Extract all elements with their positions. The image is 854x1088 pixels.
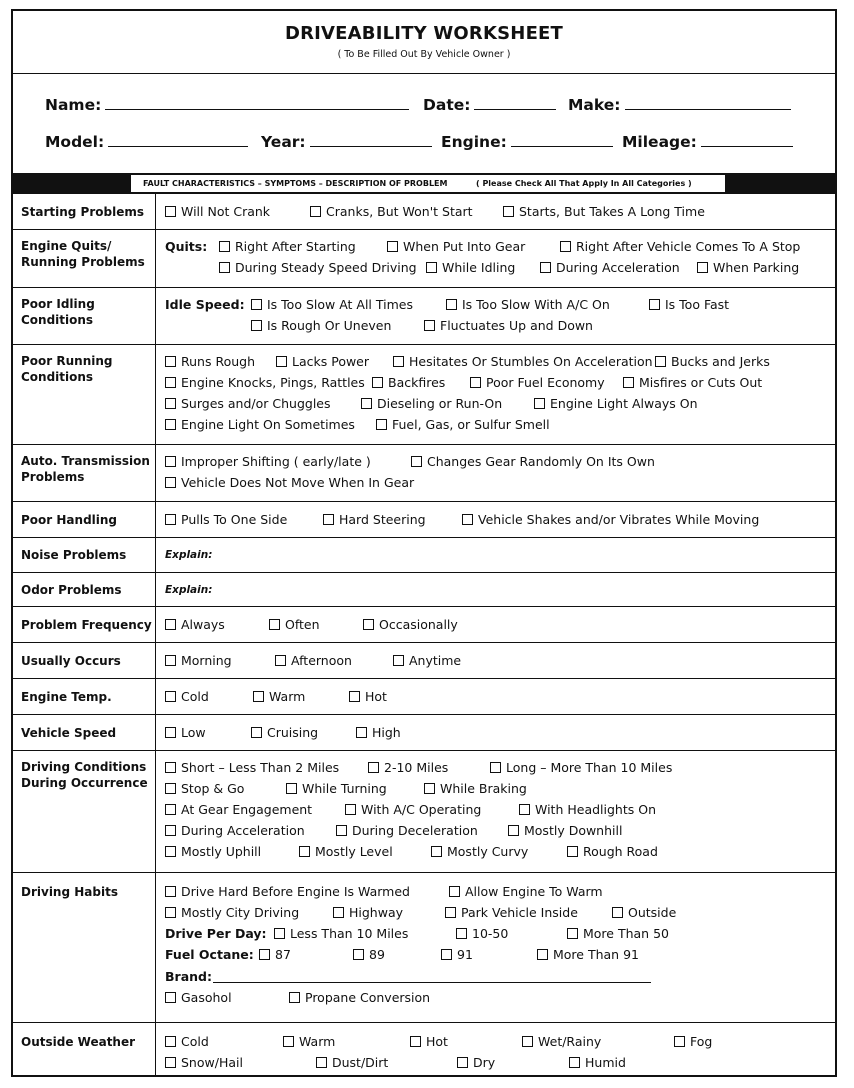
checkbox[interactable] — [393, 655, 404, 666]
checkbox[interactable] — [445, 907, 456, 918]
row-usually-occurs — [13, 643, 835, 679]
checkbox[interactable] — [286, 783, 297, 794]
checkbox-item[interactable]: Highway — [333, 905, 403, 920]
explain-label[interactable]: Explain: — [165, 549, 213, 561]
checkbox-item[interactable]: Hot — [410, 1034, 448, 1049]
checkbox[interactable] — [259, 949, 270, 960]
checkbox[interactable] — [697, 262, 708, 273]
checkbox-item[interactable]: Afternoon — [275, 653, 352, 668]
row-label: Problem Frequency — [21, 618, 152, 632]
checkbox[interactable] — [165, 377, 176, 388]
row-vehicle-speed — [13, 715, 835, 751]
checkbox-item[interactable]: Dust/Dirt — [316, 1055, 388, 1070]
checkbox[interactable] — [490, 762, 501, 773]
checkbox-item[interactable]: Starts, But Takes A Long Time — [503, 204, 705, 219]
checkbox-item[interactable]: Mostly Uphill — [165, 844, 261, 859]
row-label: Starting Problems — [21, 205, 144, 219]
checkbox[interactable] — [349, 691, 360, 702]
make-field[interactable] — [568, 95, 791, 114]
checkbox[interactable] — [219, 241, 230, 252]
checkbox-item[interactable]: Always — [165, 617, 225, 632]
checkbox[interactable] — [424, 320, 435, 331]
checkbox-item[interactable]: Backfires — [372, 375, 445, 390]
checkbox[interactable] — [165, 762, 176, 773]
checkbox[interactable] — [431, 846, 442, 857]
checkbox-item[interactable]: Drive Hard Before Engine Is Warmed — [165, 884, 410, 899]
row-noise — [13, 538, 835, 573]
checkbox[interactable] — [283, 1036, 294, 1047]
checkbox[interactable] — [361, 398, 372, 409]
checkbox-item[interactable]: Anytime — [393, 653, 461, 668]
make-label: Make: — [568, 96, 621, 114]
row-driving-conditions — [13, 751, 835, 873]
checkbox-item[interactable]: Outside — [612, 905, 676, 920]
row-label: Driving Conditions During Occurrence — [21, 760, 148, 790]
checkbox[interactable] — [426, 262, 437, 273]
checkbox-item[interactable]: Surges and/or Chuggles — [165, 396, 331, 411]
checkbox-item[interactable]: Engine Light Always On — [534, 396, 698, 411]
checkbox-item[interactable]: Right After Vehicle Comes To A Stop — [560, 239, 800, 254]
checkbox[interactable] — [165, 477, 176, 488]
checkbox[interactable] — [522, 1036, 533, 1047]
checkbox-item[interactable]: Mostly Curvy — [431, 844, 528, 859]
checkbox[interactable] — [219, 262, 230, 273]
checkbox-item[interactable]: During Steady Speed Driving — [219, 260, 417, 275]
checkbox[interactable] — [165, 619, 176, 630]
checkbox-item[interactable]: Cold — [165, 1034, 209, 1049]
row-label: Outside Weather — [21, 1035, 136, 1049]
brand-input[interactable] — [213, 981, 651, 983]
checkbox[interactable] — [353, 949, 364, 960]
checkbox-item[interactable]: Warm — [253, 689, 305, 704]
checkbox[interactable] — [165, 514, 176, 525]
checkbox-item[interactable]: Long – More Than 10 Miles — [490, 760, 672, 775]
checkbox[interactable] — [674, 1036, 685, 1047]
checkbox-item[interactable]: Poor Fuel Economy — [470, 375, 605, 390]
checkbox[interactable] — [333, 907, 344, 918]
row-handling — [13, 502, 835, 538]
checkbox-item[interactable]: Propane Conversion — [289, 990, 430, 1005]
checkbox-item[interactable]: Will Not Crank — [165, 204, 270, 219]
checkbox[interactable] — [165, 907, 176, 918]
checkbox[interactable] — [540, 262, 551, 273]
explain-label[interactable]: Explain: — [165, 584, 213, 596]
checkbox[interactable] — [251, 320, 262, 331]
checkbox[interactable] — [456, 928, 467, 939]
checkbox-item[interactable]: Pulls To One Side — [165, 512, 287, 527]
checkbox-item[interactable]: More Than 50 — [567, 926, 669, 941]
checkbox[interactable] — [165, 206, 176, 217]
checkbox[interactable] — [356, 727, 367, 738]
checkbox-item[interactable]: Is Too Slow At All Times — [251, 297, 413, 312]
checkbox-item[interactable]: 2-10 Miles — [368, 760, 448, 775]
checkbox-item[interactable]: Fluctuates Up and Down — [424, 318, 593, 333]
checkbox-item[interactable]: Morning — [165, 653, 232, 668]
checkbox[interactable] — [165, 804, 176, 815]
checkbox-item[interactable]: 10-50 — [456, 926, 508, 941]
checkbox[interactable] — [457, 1057, 468, 1068]
checkbox-item[interactable]: Fog — [674, 1034, 712, 1049]
engine-label: Engine: — [441, 133, 507, 151]
checkbox[interactable] — [289, 992, 300, 1003]
checkbox-item[interactable]: Hesitates Or Stumbles On Acceleration — [393, 354, 653, 369]
checkbox-item[interactable]: Is Too Fast — [649, 297, 729, 312]
brand-sublabel: Brand: — [165, 969, 212, 984]
checkbox[interactable] — [275, 655, 286, 666]
year-label: Year: — [261, 133, 306, 151]
checkbox[interactable] — [569, 1057, 580, 1068]
checkbox[interactable] — [165, 825, 176, 836]
checkbox-item[interactable]: While Idling — [426, 260, 515, 275]
checkbox[interactable] — [363, 619, 374, 630]
row-frequency — [13, 607, 835, 643]
checkbox[interactable] — [387, 241, 398, 252]
checkbox-item[interactable]: Misfires or Cuts Out — [623, 375, 762, 390]
checkbox[interactable] — [393, 356, 404, 367]
row-odor — [13, 573, 835, 607]
checkbox-item[interactable]: Mostly Level — [299, 844, 393, 859]
checkbox[interactable] — [165, 356, 176, 367]
engine-field[interactable] — [441, 132, 613, 151]
checkbox-item[interactable]: With A/C Operating — [345, 802, 481, 817]
row-label: Poor Handling — [21, 513, 118, 527]
checkbox[interactable] — [165, 655, 176, 666]
checkbox[interactable] — [462, 514, 473, 525]
drive-per-day-sublabel: Drive Per Day: — [165, 926, 267, 941]
checkbox[interactable] — [424, 783, 435, 794]
checkbox[interactable] — [560, 241, 571, 252]
checkbox-item[interactable]: More Than 91 — [537, 947, 639, 962]
divider — [13, 73, 835, 74]
checkbox[interactable] — [251, 727, 262, 738]
checkbox-item[interactable]: Lacks Power — [276, 354, 369, 369]
checkbox-item[interactable]: While Turning — [286, 781, 387, 796]
checkbox-item[interactable]: Warm — [283, 1034, 335, 1049]
checkbox-item[interactable]: While Braking — [424, 781, 527, 796]
page-title: DRIVEABILITY WORKSHEET — [284, 23, 564, 44]
checkbox[interactable] — [251, 299, 262, 310]
checkbox-item[interactable]: Snow/Hail — [165, 1055, 243, 1070]
checkbox-item[interactable]: During Deceleration — [336, 823, 478, 838]
page-subtitle: ( To Be Filled Out By Vehicle Owner ) — [337, 49, 511, 60]
checkbox[interactable] — [655, 356, 666, 367]
row-driving-habits — [13, 873, 835, 1023]
checkbox-item[interactable]: When Put Into Gear — [387, 239, 525, 254]
checkbox-item[interactable]: 87 — [259, 947, 291, 962]
checkbox[interactable] — [274, 928, 285, 939]
row-label: Poor Idling Conditions — [21, 297, 95, 327]
row-label: Poor Running Conditions — [21, 354, 113, 384]
row-label: Auto. Transmission Problems — [21, 454, 150, 484]
checkbox-item[interactable]: With Headlights On — [519, 802, 656, 817]
checkbox[interactable] — [165, 1057, 176, 1068]
checkbox[interactable] — [470, 377, 481, 388]
row-label: Engine Quits/ Running Problems — [21, 239, 145, 269]
checkbox[interactable] — [165, 691, 176, 702]
checkbox[interactable] — [503, 206, 514, 217]
checkbox[interactable] — [519, 804, 530, 815]
checkbox[interactable] — [299, 846, 310, 857]
row-poor-idling — [13, 288, 835, 345]
fuel-octane-sublabel: Fuel Octane: — [165, 947, 254, 962]
checkbox-item[interactable]: 91 — [441, 947, 473, 962]
checkbox[interactable] — [165, 727, 176, 738]
checkbox-item[interactable]: Dieseling or Run-On — [361, 396, 502, 411]
checkbox-item[interactable]: Is Too Slow With A/C On — [446, 297, 610, 312]
checkbox[interactable] — [276, 356, 287, 367]
checkbox[interactable] — [410, 1036, 421, 1047]
checkbox-item[interactable]: Park Vehicle Inside — [445, 905, 578, 920]
checkbox[interactable] — [441, 949, 452, 960]
quits-sublabel: Quits: — [165, 239, 208, 254]
checkbox[interactable] — [376, 419, 387, 430]
checkbox-item[interactable]: Cranks, But Won't Start — [310, 204, 473, 219]
checkbox-item[interactable]: Less Than 10 Miles — [274, 926, 408, 941]
checkbox[interactable] — [534, 398, 545, 409]
checkbox-item[interactable]: Wet/Rainy — [522, 1034, 601, 1049]
checkbox-item[interactable]: Dry — [457, 1055, 495, 1070]
row-label: Odor Problems — [21, 583, 122, 597]
checkbox-item[interactable]: High — [356, 725, 401, 740]
checkbox-item[interactable]: During Acceleration — [540, 260, 680, 275]
checkbox[interactable] — [623, 377, 634, 388]
checkbox[interactable] — [567, 846, 578, 857]
row-engine-temp — [13, 679, 835, 715]
row-label: Engine Temp. — [21, 690, 112, 704]
date-label: Date: — [423, 96, 471, 114]
checkbox-item[interactable]: At Gear Engagement — [165, 802, 312, 817]
checkbox[interactable] — [612, 907, 623, 918]
band-left-text: FAULT CHARACTERISTICS – SYMPTOMS – DESCRIPTION OF PROBLEM — [143, 179, 448, 188]
checkbox-item[interactable]: Often — [269, 617, 320, 632]
mileage-field[interactable] — [622, 132, 793, 151]
checkbox-item[interactable]: Engine Knocks, Pings, Rattles — [165, 375, 365, 390]
checkbox-item[interactable]: Cruising — [251, 725, 318, 740]
checkbox-item[interactable]: Bucks and Jerks — [655, 354, 770, 369]
row-label: Vehicle Speed — [21, 726, 117, 740]
checkbox[interactable] — [165, 886, 176, 897]
band-right-text: ( Please Check All That Apply In All Categories ) — [476, 179, 692, 188]
checkbox[interactable] — [336, 825, 347, 836]
row-starting — [13, 194, 835, 230]
checkbox[interactable] — [165, 456, 176, 467]
checkbox[interactable] — [567, 928, 578, 939]
checkbox[interactable] — [345, 804, 356, 815]
checkbox-item[interactable]: Allow Engine To Warm — [449, 884, 603, 899]
row-label: Usually Occurs — [21, 654, 121, 668]
checkbox[interactable] — [449, 886, 460, 897]
row-poor-running — [13, 345, 835, 445]
checkbox-item[interactable]: 89 — [353, 947, 385, 962]
checkbox-item[interactable]: Stop & Go — [165, 781, 244, 796]
checkbox[interactable] — [165, 783, 176, 794]
checkbox-item[interactable]: When Parking — [697, 260, 799, 275]
checkbox-item[interactable]: Vehicle Does Not Move When In Gear — [165, 475, 414, 490]
checkbox-item[interactable]: Hard Steering — [323, 512, 426, 527]
checkbox[interactable] — [165, 398, 176, 409]
checkbox[interactable] — [165, 846, 176, 857]
checkbox-item[interactable]: Short – Less Than 2 Miles — [165, 760, 339, 775]
mileage-label: Mileage: — [622, 133, 697, 151]
checkbox[interactable] — [253, 691, 264, 702]
checkbox-item[interactable]: Changes Gear Randomly On Its Own — [411, 454, 655, 469]
checkbox-item[interactable]: Low — [165, 725, 206, 740]
checkbox[interactable] — [446, 299, 457, 310]
row-label: Noise Problems — [21, 548, 127, 562]
checkbox[interactable] — [316, 1057, 327, 1068]
model-field[interactable] — [45, 132, 248, 151]
worksheet — [11, 9, 837, 1077]
row-label: Driving Habits — [21, 885, 118, 899]
row-transmission — [13, 445, 835, 502]
row-engine-quits — [13, 230, 835, 288]
checkbox[interactable] — [508, 825, 519, 836]
checkbox-item[interactable]: Mostly City Driving — [165, 905, 299, 920]
section-band-caption — [131, 175, 725, 192]
checkbox-item[interactable]: Occasionally — [363, 617, 458, 632]
checkbox-item[interactable]: Hot — [349, 689, 387, 704]
checkbox[interactable] — [165, 1036, 176, 1047]
checkbox-item[interactable]: Engine Light On Sometimes — [165, 417, 355, 432]
checkbox-item[interactable]: Right After Starting — [219, 239, 356, 254]
checkbox-item[interactable]: Fuel, Gas, or Sulfur Smell — [376, 417, 550, 432]
checkbox[interactable] — [372, 377, 383, 388]
checkbox[interactable] — [310, 206, 321, 217]
checkbox[interactable] — [165, 419, 176, 430]
date-field[interactable] — [423, 95, 556, 114]
checkbox-item[interactable]: Cold — [165, 689, 209, 704]
checkbox-item[interactable]: Humid — [569, 1055, 626, 1070]
checkbox-item[interactable]: Rough Road — [567, 844, 658, 859]
checkbox[interactable] — [411, 456, 422, 467]
checkbox-item[interactable]: Mostly Downhill — [508, 823, 622, 838]
checkbox-item[interactable]: During Acceleration — [165, 823, 305, 838]
checkbox[interactable] — [323, 514, 334, 525]
year-field[interactable] — [261, 132, 432, 151]
name-field[interactable] — [45, 95, 409, 114]
checkbox-item[interactable]: Is Rough Or Uneven — [251, 318, 391, 333]
checkbox-item[interactable]: Gasohol — [165, 990, 232, 1005]
checkbox-item[interactable]: Runs Rough — [165, 354, 255, 369]
model-label: Model: — [45, 133, 105, 151]
row-outside-weather — [13, 1023, 835, 1077]
name-label: Name: — [45, 96, 102, 114]
checkbox[interactable] — [537, 949, 548, 960]
checkbox-item[interactable]: Improper Shifting ( early/late ) — [165, 454, 371, 469]
checkbox[interactable] — [165, 992, 176, 1003]
checkbox[interactable] — [368, 762, 379, 773]
checkbox[interactable] — [269, 619, 280, 630]
checkbox-item[interactable]: Vehicle Shakes and/or Vibrates While Moving — [462, 512, 759, 527]
idle-speed-sublabel: Idle Speed: — [165, 297, 245, 312]
checkbox[interactable] — [649, 299, 660, 310]
